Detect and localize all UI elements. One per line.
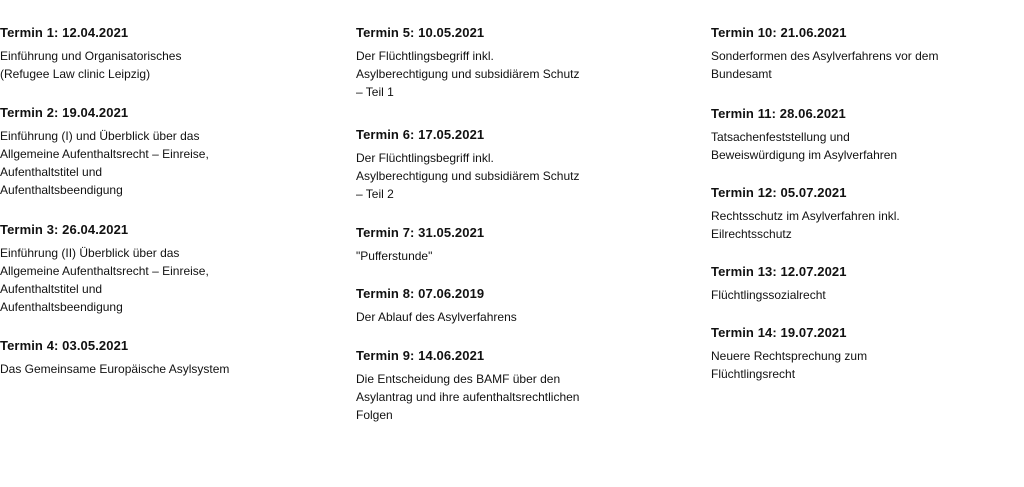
session-title: Termin 6: 17.05.2021 bbox=[356, 127, 485, 142]
session-entry-1 bbox=[0, 24, 290, 83]
session-entry-4 bbox=[0, 337, 290, 378]
session-entry-8 bbox=[356, 285, 646, 326]
session-entry-14 bbox=[711, 324, 1001, 383]
session-description: Tatsachenfeststellung und Beweiswürdigung im Asylverfahren bbox=[711, 130, 898, 162]
session-title: Termin 10: 21.06.2021 bbox=[711, 25, 847, 40]
session-entry-9 bbox=[356, 347, 646, 424]
session-description: Das Gemeinsame Europäische Asylsystem bbox=[0, 362, 230, 376]
schedule-column-2 bbox=[356, 24, 646, 445]
session-entry-10 bbox=[711, 24, 1001, 83]
session-title: Termin 7: 31.05.2021 bbox=[356, 225, 485, 240]
schedule-column-1 bbox=[0, 24, 290, 399]
session-description: Rechtsschutz im Asylverfahren inkl. Eilrechtsschutz bbox=[711, 209, 900, 241]
session-title: Termin 1: 12.04.2021 bbox=[0, 25, 129, 40]
session-entry-5 bbox=[356, 24, 646, 101]
session-title: Termin 3: 26.04.2021 bbox=[0, 222, 129, 237]
session-description: Flüchtlingssozialrecht bbox=[711, 288, 826, 302]
session-description: Der Ablauf des Asylverfahrens bbox=[356, 310, 517, 324]
session-title: Termin 5: 10.05.2021 bbox=[356, 25, 485, 40]
session-entry-13 bbox=[711, 263, 1001, 304]
session-description: Einführung (II) Überblick über das Allgemeine Aufenthaltsrecht – Einreise, Aufenthaltstitel und Aufenthaltsbeendigung bbox=[0, 246, 209, 314]
session-title: Termin 9: 14.06.2021 bbox=[356, 348, 485, 363]
session-title: Termin 4: 03.05.2021 bbox=[0, 338, 129, 353]
session-description: "Pufferstunde" bbox=[356, 249, 433, 263]
session-description: Die Entscheidung des BAMF über den Asylantrag und ihre aufenthaltsrechtlichen Folgen bbox=[356, 372, 580, 422]
session-entry-12 bbox=[711, 184, 1001, 243]
session-entry-11 bbox=[711, 105, 1001, 164]
session-title: Termin 12: 05.07.2021 bbox=[711, 185, 847, 200]
session-title: Termin 13: 12.07.2021 bbox=[711, 264, 847, 279]
session-entry-6 bbox=[356, 126, 646, 203]
session-description: Einführung und Organisatorisches (Refugee Law clinic Leipzig) bbox=[0, 49, 182, 81]
session-title: Termin 8: 07.06.2019 bbox=[356, 286, 485, 301]
session-description: Der Flüchtlingsbegriff inkl. Asylberechtigung und subsidiärem Schutz – Teil 1 bbox=[356, 49, 580, 99]
schedule-column-3 bbox=[711, 24, 1001, 402]
session-description: Der Flüchtlingsbegriff inkl. Asylberechtigung und subsidiärem Schutz – Teil 2 bbox=[356, 151, 580, 201]
session-entry-3 bbox=[0, 221, 290, 316]
session-description: Neuere Rechtsprechung zum Flüchtlingsrecht bbox=[711, 349, 868, 381]
session-title: Termin 2: 19.04.2021 bbox=[0, 105, 129, 120]
session-title: Termin 14: 19.07.2021 bbox=[711, 325, 847, 340]
session-entry-2 bbox=[0, 104, 290, 199]
session-entry-7 bbox=[356, 224, 646, 265]
session-title: Termin 11: 28.06.2021 bbox=[711, 106, 846, 121]
session-description: Sonderformen des Asylverfahrens vor dem Bundesamt bbox=[711, 49, 939, 81]
session-description: Einführung (I) und Überblick über das Allgemeine Aufenthaltsrecht – Einreise, Aufenthaltstitel und Aufenthaltsbeendigung bbox=[0, 129, 209, 197]
